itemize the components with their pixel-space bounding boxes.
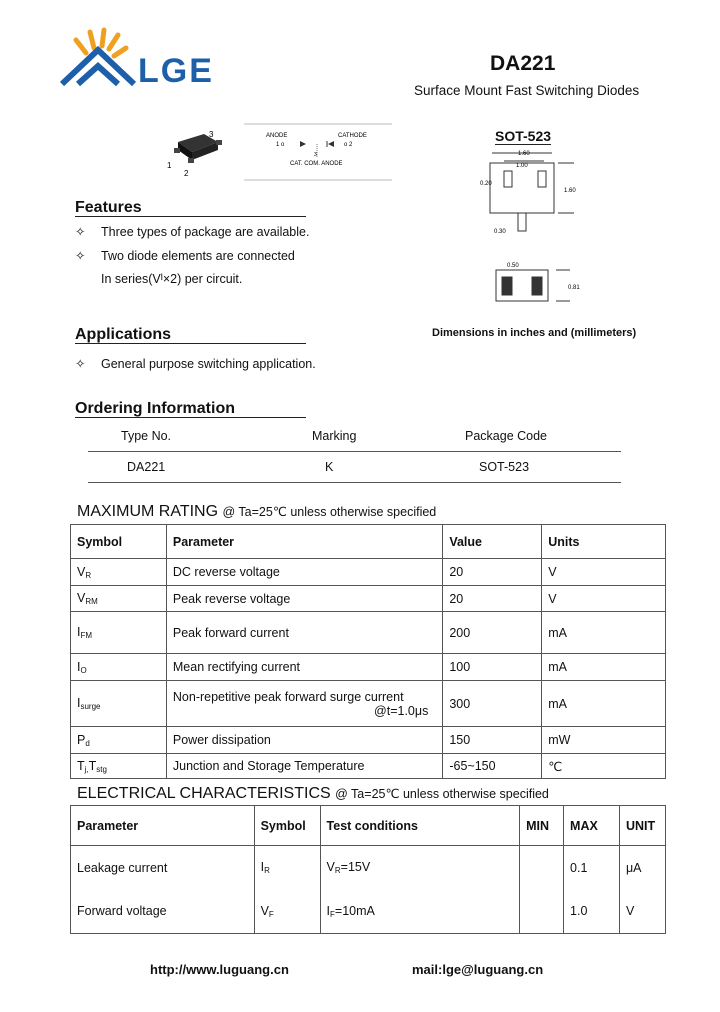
feature-item-continued: In series(Vᴵ×2) per circuit.: [101, 272, 243, 286]
min-cell: [520, 846, 564, 890]
parameter-cell: Mean rectifying current: [166, 654, 442, 681]
symbol-cell: $I_{FM}$: [71, 612, 167, 654]
sot-title: SOT-523: [495, 128, 552, 144]
max-rating-title: MAXIMUM RATING: [77, 503, 219, 520]
feature-item: ✧ Two diode elements are connected: [75, 249, 295, 263]
parameter-cell: Non-repetitive peak forward surge current @t=1.0μs: [166, 681, 442, 727]
conditions-cell: $V_R=15V$: [320, 846, 520, 890]
ordering-rule: [75, 417, 306, 418]
ordering-marking: K: [325, 460, 334, 474]
symbol-cell: $I_O$: [71, 654, 167, 681]
value-cell: 20: [443, 559, 542, 586]
pin3-label: 3: [209, 130, 214, 139]
header-value: Value: [443, 525, 542, 559]
conditions-cell: $I_F=10mA$: [320, 890, 520, 934]
applications-title: Applications: [75, 326, 172, 343]
table-row: [71, 846, 666, 890]
table-row: [71, 754, 666, 779]
unit-cell: V: [619, 890, 665, 934]
ordering-header-package: Package Code: [465, 429, 548, 443]
schematic-cathode-pin: o 2: [344, 142, 353, 148]
parameter-cell: Junction and Storage Temperature: [166, 754, 442, 779]
unit-cell: mA: [542, 654, 666, 681]
table-row: [71, 612, 666, 654]
max-rating-heading: [77, 503, 436, 521]
ordering-title: Ordering Information: [75, 400, 235, 417]
dim-5: 0.30: [494, 229, 506, 235]
table-row: [71, 727, 666, 754]
unit-cell: V: [542, 586, 666, 612]
subtitle: Surface Mount Fast Switching Diodes: [414, 83, 640, 98]
bullet-icon: ✧: [75, 357, 86, 371]
unit-cell: V: [542, 559, 666, 586]
bullet-icon: ✧: [75, 249, 86, 263]
symbol-cell: $I_{surge}$: [71, 681, 167, 727]
ordering-type: DA221: [127, 460, 166, 474]
footer-email[interactable]: mail:lge@luguang.cn: [412, 962, 544, 977]
parameter-cell: Peak reverse voltage: [166, 586, 442, 612]
symbol-cell: $V_F$: [254, 890, 320, 934]
max-rating-table: [70, 524, 666, 779]
parameter-cell: Leakage current: [71, 846, 255, 890]
schematic-common-pin: 3: [314, 152, 317, 158]
unit-cell: μA: [619, 846, 665, 890]
symbol-cell: $T_{j,}T_{stg}$: [71, 754, 167, 779]
sot523-outline-drawing: [470, 145, 590, 315]
value-cell: 300: [443, 681, 542, 727]
package-drawing: [166, 128, 226, 178]
dim-1: 1.60: [518, 151, 530, 157]
ordering-divider: [88, 451, 621, 452]
electrical-title: ELECTRICAL CHARACTERISTICS: [77, 785, 331, 802]
ordering-header-marking: Marking: [312, 429, 357, 443]
value-cell: 200: [443, 612, 542, 654]
part-number: DA221: [490, 52, 556, 75]
header-units: Units: [542, 525, 666, 559]
electrical-heading: [77, 785, 549, 803]
electrical-table: [70, 805, 666, 934]
header-unit: UNIT: [619, 806, 665, 846]
table-row: [71, 681, 666, 727]
dim-4: 0.20: [480, 181, 492, 187]
header-test-conditions: Test conditions: [320, 806, 520, 846]
max-cell: 0.1: [564, 846, 620, 890]
schematic-anode-label: ANODE: [266, 133, 288, 139]
dim-2: 1.00: [516, 163, 528, 169]
table-row: [71, 586, 666, 612]
dim-7: 0.81: [568, 285, 580, 291]
pin1-label: 1: [167, 161, 172, 170]
table-row: [71, 559, 666, 586]
parameter-cell: Peak forward current: [166, 612, 442, 654]
symbol-cell: $I_R$: [254, 846, 320, 890]
header-symbol: Symbol: [71, 525, 167, 559]
unit-cell: mA: [542, 612, 666, 654]
max-rating-condition: @ Ta=25℃ unless otherwise specified: [222, 505, 437, 519]
value-cell: 100: [443, 654, 542, 681]
symbol-cell: $V_{RM}$: [71, 586, 167, 612]
symbol-cell: $P_d$: [71, 727, 167, 754]
ordering-package: SOT-523: [479, 460, 530, 474]
dim-6: 0.50: [507, 263, 519, 269]
schematic-diagram: [242, 122, 394, 184]
logo-mountain-icon: [62, 50, 134, 84]
header-symbol: Symbol: [254, 806, 320, 846]
ordering-header-type: Type No.: [121, 429, 172, 443]
unit-cell: ℃: [542, 754, 666, 779]
value-cell: 150: [443, 727, 542, 754]
logo-text: LGE: [138, 52, 214, 90]
table-row: [71, 890, 666, 934]
bullet-icon: ✧: [75, 225, 86, 239]
feature-item: ✧ Three types of package are available.: [75, 225, 310, 239]
ordering-bottom-rule: [88, 482, 621, 483]
value-cell: 20: [443, 586, 542, 612]
dimensions-note: Dimensions in inches and (millimeters): [432, 327, 637, 339]
header-parameter: Parameter: [166, 525, 442, 559]
schematic-anode-pin: 1 o: [276, 142, 285, 148]
parameter-cell: Forward voltage: [71, 890, 255, 934]
table-header-row: [71, 525, 666, 559]
applications-rule: [75, 343, 306, 344]
features-rule: [75, 216, 306, 217]
symbol-cell: $V_R$: [71, 559, 167, 586]
table-header-row: [71, 806, 666, 846]
unit-cell: mW: [542, 727, 666, 754]
header-min: MIN: [520, 806, 564, 846]
features-title: Features: [75, 199, 142, 216]
schematic-common-label: CAT. COM. ANODE: [290, 161, 343, 167]
application-item: ✧ General purpose switching application.: [75, 357, 316, 371]
value-cell: -65~150: [443, 754, 542, 779]
unit-cell: mA: [542, 681, 666, 727]
schematic-cathode-label: CATHODE: [338, 133, 367, 139]
table-row: [71, 654, 666, 681]
header-parameter: Parameter: [71, 806, 255, 846]
header-max: MAX: [564, 806, 620, 846]
min-cell: [520, 890, 564, 934]
max-cell: 1.0: [564, 890, 620, 934]
footer-website[interactable]: http://www.luguang.cn: [150, 962, 289, 977]
pin2-label: 2: [184, 169, 189, 178]
diode-2-icon: [328, 141, 334, 147]
parameter-cell: Power dissipation: [166, 727, 442, 754]
electrical-condition: @ Ta=25℃ unless otherwise specified: [335, 787, 549, 801]
parameter-cell: DC reverse voltage: [166, 559, 442, 586]
dim-3: 1.60: [564, 188, 576, 194]
diode-1-icon: [300, 141, 306, 147]
